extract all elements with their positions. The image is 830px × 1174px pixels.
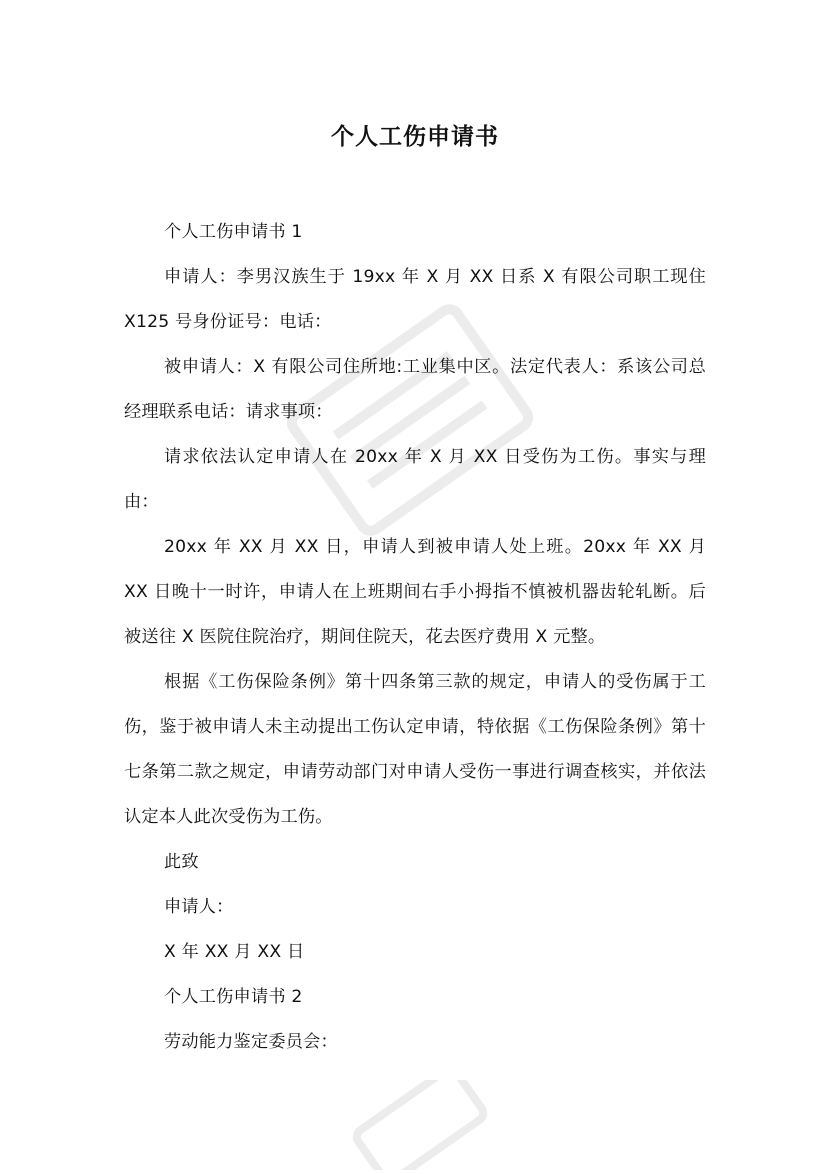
closing-salutation: 此致 [164, 852, 199, 872]
date-line: X 年 XX 月 XX 日 [164, 942, 305, 962]
applicant-paragraph: 申请人：李男汉族生于 19xx 年 X 月 XX 日系 X 有限公司职工现住 X125 号身份证号：电话： [124, 267, 706, 332]
addressee-line: 劳动能力鉴定委员会： [164, 1032, 338, 1052]
section-heading-1: 个人工伤申请书 1 [164, 222, 303, 242]
respondent-paragraph: 被申请人：X 有限公司住所地:工业集中区。法定代表人：系该公司总经理联系电话：请求事项： [124, 357, 706, 422]
signature-label: 申请人： [164, 897, 234, 917]
watermark-logo-bottom [340, 1080, 500, 1170]
document-title: 个人工伤申请书 [331, 124, 499, 150]
document-body [124, 210, 706, 1065]
section-heading-2: 个人工伤申请书 2 [164, 987, 303, 1007]
request-paragraph: 请求依法认定申请人在 20xx 年 X 月 XX 日受伤为工伤。事实与理由： [124, 447, 706, 512]
legal-basis-paragraph: 根据《工伤保险条例》第十四条第三款的规定，申请人的受伤属于工伤，鉴于被申请人未主动提出工伤认定申请，特依据《工伤保险条例》第十七条第二款之规定，申请劳动部门对申请人受伤一事进行调查核实，并依法认定本人此次受伤为工伤。 [124, 672, 706, 827]
facts-paragraph: 20xx 年 XX 月 XX 日，申请人到被申请人处上班。20xx 年 XX 月 XX 日晚十一时许，申请人在上班期间右手小拇指不慎被机器齿轮轧断。后被送往 X 医院住院治疗，期间住院天，花去医疗费用 X 元整。 [124, 537, 706, 647]
